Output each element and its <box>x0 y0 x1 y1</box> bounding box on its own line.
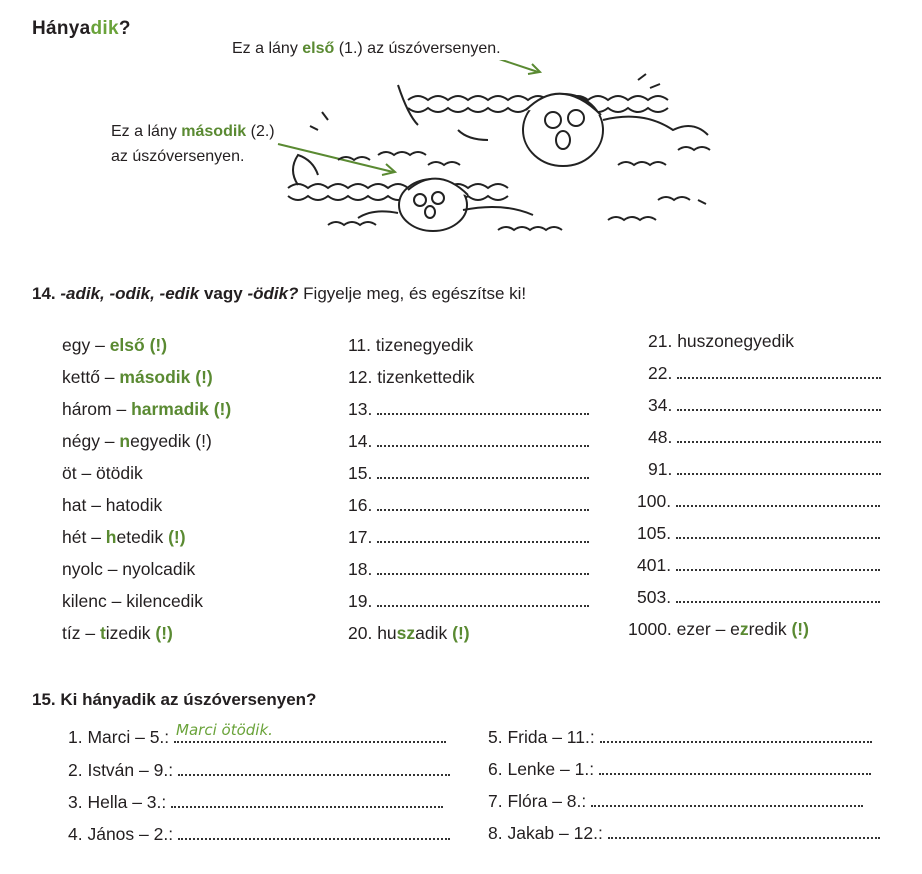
swimmers-illustration <box>258 60 758 250</box>
answer-blank[interactable] <box>676 525 880 539</box>
answer-field[interactable] <box>591 793 863 807</box>
exercise-14-title: 14. -adik, -odik, -edik vagy -ödik? Figyelje meg, és egészítse ki! <box>32 284 527 303</box>
answer-blank[interactable] <box>377 529 589 543</box>
caption-first: Ez a lány első (1.) az úszóversenyen. <box>232 40 501 57</box>
list-item: 48. <box>648 427 881 448</box>
list-item: hét – hetedik (!) <box>62 527 186 547</box>
answer-field[interactable] <box>599 761 871 775</box>
answer-field[interactable] <box>608 825 880 839</box>
answer-blank[interactable] <box>677 461 881 475</box>
list-item: 1. Marci – 5.: Marci ötödik. <box>68 727 446 748</box>
list-item: 7. Flóra – 8.: <box>488 791 863 812</box>
list-item: 6. Lenke – 1.: <box>488 759 871 780</box>
answer-field[interactable] <box>174 721 446 743</box>
list-item: tíz – tizedik (!) <box>62 623 173 643</box>
list-item: 8. Jakab – 12.: <box>488 823 880 844</box>
list-item: 21. huszonegyedik <box>648 331 794 351</box>
answer-field[interactable] <box>178 826 450 840</box>
list-item: 34. <box>648 395 881 416</box>
answer-field[interactable] <box>178 762 450 776</box>
list-item: 17. <box>348 527 589 548</box>
caption-second: Ez a lány második (2.) az úszóversenyen. <box>111 123 275 165</box>
answer-field[interactable] <box>171 794 443 808</box>
list-item: 11. tizenegyedik <box>348 335 474 355</box>
list-item: 91. <box>648 459 881 480</box>
list-item: 16. <box>348 495 589 516</box>
list-item: 13. <box>348 399 589 420</box>
list-item: egy – első (!) <box>62 335 168 355</box>
answer-blank[interactable] <box>676 557 880 571</box>
answer-blank[interactable] <box>676 589 880 603</box>
answer-blank[interactable] <box>377 433 589 447</box>
answer-blank[interactable] <box>377 561 589 575</box>
exercise-15-title: 15. Ki hányadik az úszóversenyen? <box>32 690 317 709</box>
list-item: 3. Hella – 3.: <box>68 792 443 813</box>
list-item: 1000. ezer – ezredik (!) <box>628 619 809 639</box>
list-item: kettő – második (!) <box>62 367 213 387</box>
list-item: 100. <box>637 491 880 512</box>
answer-blank[interactable] <box>377 401 589 415</box>
answer-handwriting: Marci ötödik. <box>176 721 273 739</box>
list-item: három – harmadik (!) <box>62 399 232 419</box>
list-item: 503. <box>637 587 880 608</box>
list-item: kilenc – kilencedik <box>62 591 204 611</box>
list-item: 18. <box>348 559 589 580</box>
list-item: 12. tizenkettedik <box>348 367 475 387</box>
arrow-first <box>490 60 540 74</box>
list-item: 22. <box>648 363 881 384</box>
answer-blank[interactable] <box>377 497 589 511</box>
list-item: 401. <box>637 555 880 576</box>
list-item: 2. István – 9.: <box>68 760 450 781</box>
list-item: öt – ötödik <box>62 463 143 483</box>
answer-blank[interactable] <box>377 465 589 479</box>
list-item: 19. <box>348 591 589 612</box>
list-item: 14. <box>348 431 589 452</box>
answer-blank[interactable] <box>377 593 589 607</box>
list-item: 105. <box>637 523 880 544</box>
answer-blank[interactable] <box>677 397 881 411</box>
list-item: 15. <box>348 463 589 484</box>
list-item: 5. Frida – 11.: <box>488 727 872 748</box>
list-item: hat – hatodik <box>62 495 163 515</box>
list-item: nyolc – nyolcadik <box>62 559 196 579</box>
list-item: 4. János – 2.: <box>68 824 450 845</box>
page-title: Hányadik? <box>32 18 131 39</box>
list-item: 20. huszadik (!) <box>348 623 470 643</box>
answer-blank[interactable] <box>677 365 881 379</box>
list-item: négy – negyedik (!) <box>62 431 212 451</box>
answer-blank[interactable] <box>677 429 881 443</box>
answer-field[interactable] <box>600 729 872 743</box>
answer-blank[interactable] <box>676 493 880 507</box>
